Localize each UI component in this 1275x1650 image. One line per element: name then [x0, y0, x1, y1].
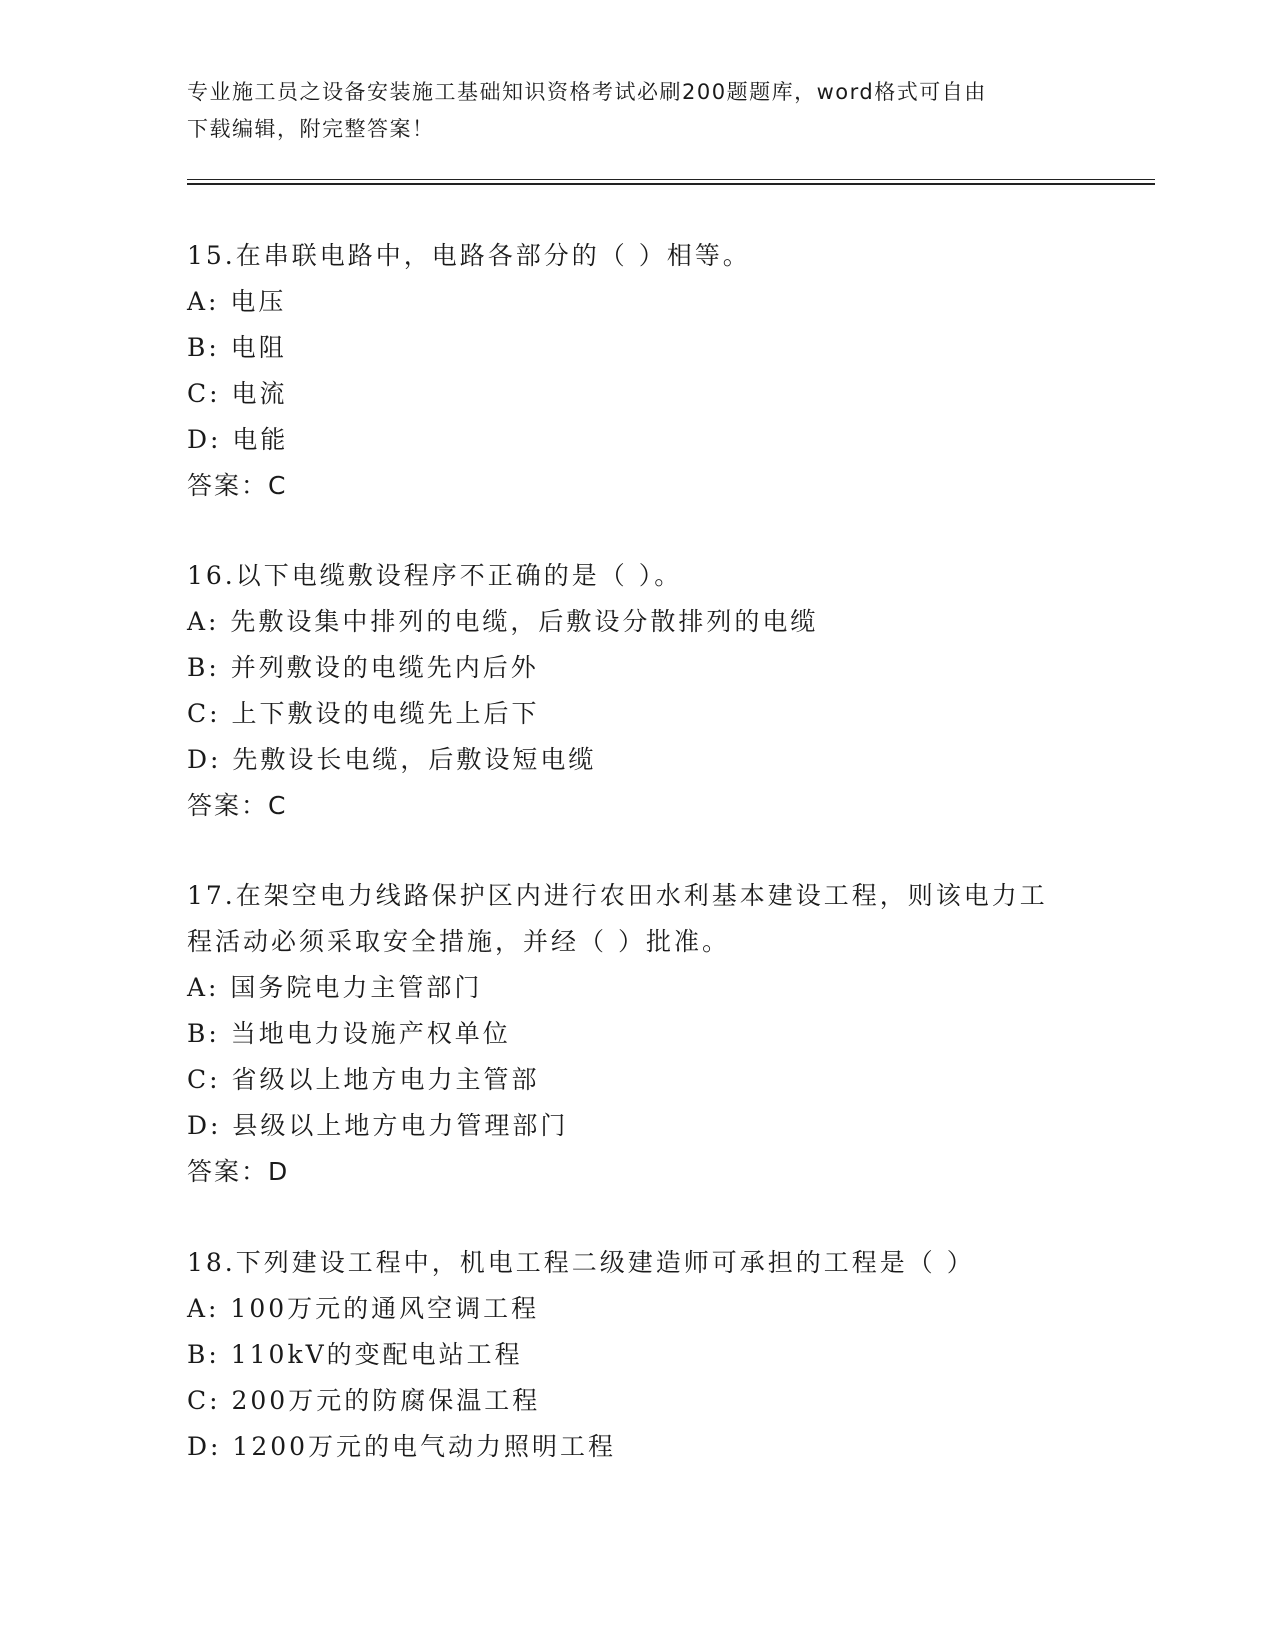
- question-title: 16.以下电缆敷设程序不正确的是（ ）。: [187, 561, 683, 590]
- header-line-2: 下载编辑，附完整答案！: [187, 117, 435, 141]
- header-divider-thick: [187, 183, 1155, 185]
- answer: 答案：C: [187, 471, 288, 500]
- option-b: B: 110kV的变配电站工程: [187, 1340, 523, 1369]
- question-title-line-1: 17.在架空电力线路保护区内进行农田水利基本建设工程，则该电力工: [187, 881, 1048, 910]
- question-17: [187, 873, 1087, 1195]
- option-c: C: 省级以上地方电力主管部: [187, 1065, 540, 1094]
- option-c: C: 200万元的防腐保温工程: [187, 1386, 541, 1415]
- option-b: B: 电阻: [187, 333, 287, 362]
- question-16: [187, 553, 1087, 829]
- answer: 答案：D: [187, 1157, 290, 1186]
- option-d: D: 先敷设长电缆，后敷设短电缆: [187, 745, 597, 774]
- option-a: A: 100万元的通风空调工程: [187, 1294, 540, 1323]
- header-line-1: 专业施工员之设备安装施工基础知识资格考试必刷200题题库，word格式可自由: [187, 80, 987, 104]
- answer: 答案：C: [187, 791, 288, 820]
- option-b: B: 并列敷设的电缆先内后外: [187, 653, 539, 682]
- option-d: D: 1200万元的电气动力照明工程: [187, 1432, 617, 1461]
- option-b: B: 当地电力设施产权单位: [187, 1019, 511, 1048]
- option-c: C: 电流: [187, 379, 288, 408]
- option-a: A: 国务院电力主管部门: [187, 973, 483, 1002]
- question-title-line-2: 程活动必须采取安全措施，并经（ ）批准。: [187, 927, 730, 956]
- question-title: 15.在串联电路中，电路各部分的（ ）相等。: [187, 241, 751, 270]
- option-c: C: 上下敷设的电缆先上后下: [187, 699, 540, 728]
- option-d: D: 电能: [187, 425, 289, 454]
- header-divider-thin: [187, 179, 1155, 180]
- option-a: A: 电压: [187, 287, 287, 316]
- option-a: A: 先敷设集中排列的电缆，后敷设分散排列的电缆: [187, 607, 819, 636]
- question-title: 18.下列建设工程中，机电工程二级建造师可承担的工程是（ ）: [187, 1248, 975, 1277]
- document-header: [187, 74, 1087, 148]
- option-d: D: 县级以上地方电力管理部门: [187, 1111, 569, 1140]
- question-18: [187, 1240, 1087, 1470]
- question-15: [187, 233, 1087, 509]
